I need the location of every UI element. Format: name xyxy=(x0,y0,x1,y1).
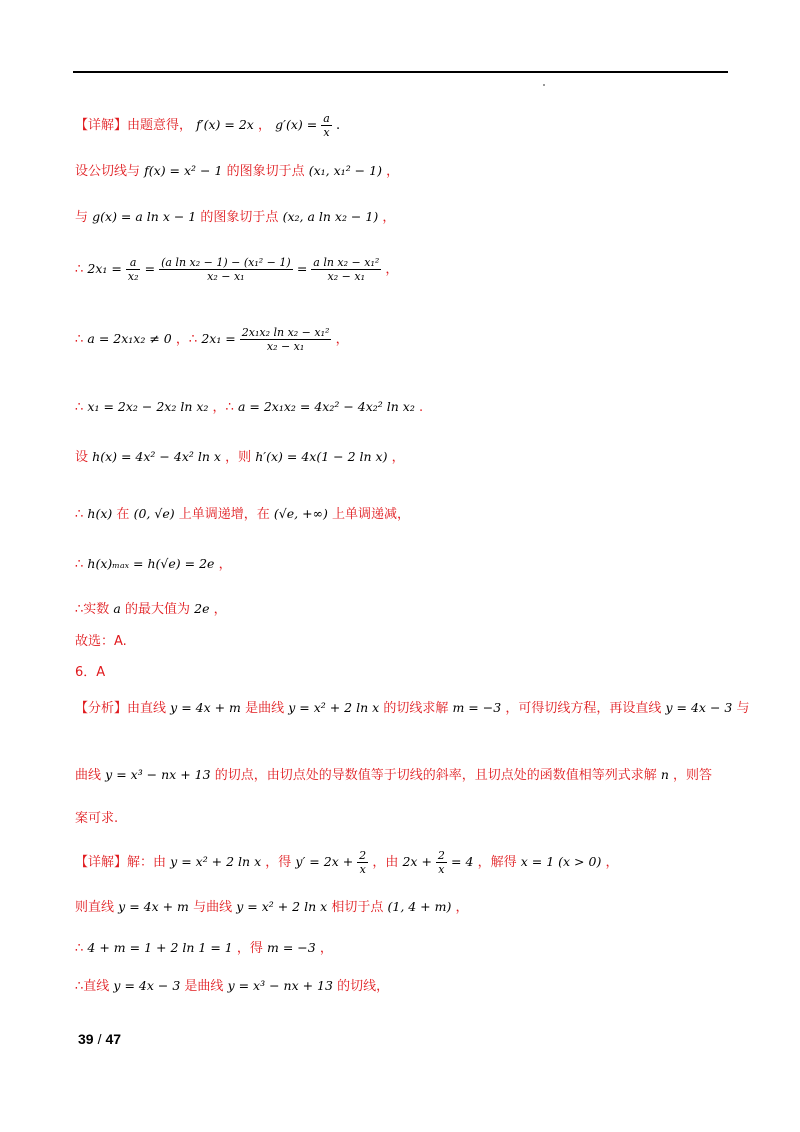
text: ∴ xyxy=(75,400,84,415)
text: 是曲线 xyxy=(245,701,285,716)
text: 是曲线 xyxy=(184,979,224,994)
text: 上单调递增，在 xyxy=(178,507,270,522)
text: ， xyxy=(319,941,333,956)
text: 设 xyxy=(75,450,89,465)
math: x = 1 (x > 0) xyxy=(520,854,602,869)
text: 的切点，由切点处的导数值等于切线的斜率，且切点处的函数值相等列式求解 xyxy=(214,768,657,783)
text: 的最大值为 xyxy=(125,602,191,617)
math: y = x³ − nx + 13 xyxy=(105,767,211,782)
math: y = x² + 2 ln x xyxy=(170,854,262,869)
text: 相切于点 xyxy=(331,900,384,915)
math: y = x² + 2 ln x xyxy=(236,899,328,914)
text: ， xyxy=(386,164,400,179)
text: ， xyxy=(455,900,469,915)
text: ， xyxy=(213,602,227,617)
math: n xyxy=(660,767,669,782)
line-x1-expression xyxy=(75,396,423,415)
math: y = 4x − 3 xyxy=(665,700,733,715)
page-separator: / xyxy=(97,1031,102,1047)
math: x₁ = 2x₂ − 2x₂ ln x₂ xyxy=(87,399,209,414)
text: ∴ xyxy=(75,332,84,347)
line-tangent-point xyxy=(75,896,469,915)
fraction: $\frac{\text{(a ln x₂ − 1) − (x₁² − 1)}}{\text{x₂ − x₁}}$ xyxy=(161,256,291,283)
page-number xyxy=(78,1031,121,1047)
math: = xyxy=(296,261,312,276)
text: . xyxy=(335,118,341,133)
text: 与 xyxy=(75,210,89,225)
math: f(x) = x² − 1 xyxy=(144,163,223,178)
math: 2x₁ = xyxy=(201,331,240,346)
fraction: $\frac{a}{\text{x₂}}$ xyxy=(127,256,139,283)
fraction: $\frac{a}{x}$ xyxy=(323,112,330,139)
math: (0, √e) xyxy=(133,506,175,521)
text: ， xyxy=(258,118,272,133)
text: 曲线 xyxy=(75,768,102,783)
text: ∴ xyxy=(75,557,84,572)
line-conclusion xyxy=(75,598,227,617)
math: 2e xyxy=(194,601,210,616)
line-m-value xyxy=(75,937,333,956)
text: ， xyxy=(335,332,349,347)
text: ∴ xyxy=(75,507,84,522)
line-final-tangent xyxy=(75,975,389,994)
math: h′(x) = 4x(1 − 2 ln x) xyxy=(255,449,388,464)
math: y = x³ − nx + 13 xyxy=(227,978,333,993)
math: (1, 4 + m) xyxy=(387,899,452,914)
total-pages: 47 xyxy=(105,1031,122,1047)
text: ，则 xyxy=(225,450,252,465)
line-analysis xyxy=(75,697,750,716)
text: ∴实数 xyxy=(75,602,110,617)
header-rule xyxy=(73,71,728,73)
line-analysis-end xyxy=(75,807,118,826)
math: y = 4x + m xyxy=(170,700,241,715)
text: ，可得切线方程，再设直线 xyxy=(505,701,662,716)
line-analysis-cont xyxy=(75,764,712,783)
math: y′ = 2x + xyxy=(295,854,358,869)
math: = xyxy=(144,261,160,276)
line-detail-derivative xyxy=(75,849,618,876)
text: 的图象切于点 xyxy=(200,210,279,225)
text: ∴ xyxy=(75,262,84,277)
text: ，得 xyxy=(236,941,263,956)
text: 的图象切于点 xyxy=(226,164,305,179)
math: 2x + xyxy=(402,854,436,869)
fraction: $\frac{2}{x}$ xyxy=(437,849,445,876)
text: 【详解】由题意得， xyxy=(75,118,193,133)
text: ， xyxy=(382,210,396,225)
text: ，则答 xyxy=(673,768,713,783)
fraction: $\frac{2}{x}$ xyxy=(359,849,367,876)
text: 【分析】由直线 xyxy=(75,701,167,716)
math: a = 2x₁x₂ ≠ 0 xyxy=(87,331,172,346)
math: 2x₁ = xyxy=(87,261,126,276)
line-detail-start xyxy=(75,112,340,139)
math: m = −3 xyxy=(267,940,316,955)
math: h(x)ₘₐₓ = h(√e) = 2e xyxy=(87,556,215,571)
text: 案可求. xyxy=(75,811,119,826)
math: f′(x) = 2x xyxy=(196,117,254,132)
math: h(x) xyxy=(87,506,113,521)
text: 【详解】解：由 xyxy=(75,855,167,870)
text: ，解得 xyxy=(477,855,517,870)
line-tangent-f xyxy=(75,160,399,179)
math: (x₂, a ln x₂ − 1) xyxy=(282,209,379,224)
math: a = 2x₁x₂ = 4x₂² − 4x₂² ln x₂ xyxy=(237,399,415,414)
line-choice xyxy=(75,630,127,649)
line-max-value xyxy=(75,553,232,572)
text: ， xyxy=(385,262,399,277)
text: . xyxy=(419,400,424,415)
math: g(x) = a ln x − 1 xyxy=(92,209,197,224)
header-dot xyxy=(543,84,545,86)
current-page: 39 xyxy=(78,1031,94,1047)
text: ，∴ xyxy=(212,400,234,415)
text: 故选：A. xyxy=(75,634,127,649)
math: m = −3 xyxy=(452,700,502,715)
line-h-definition xyxy=(75,446,405,465)
text: 的切线， xyxy=(337,979,390,994)
question-number xyxy=(75,661,105,680)
fraction: $\frac{\text{2x₁x₂ ln x₂ − x₁²}}{\text{x₂ − x₁}}$ xyxy=(241,326,330,353)
text: 与 xyxy=(736,701,750,716)
line-slope-equation xyxy=(75,256,398,283)
math: y = x² + 2 ln x xyxy=(288,700,380,715)
text: 则直线 xyxy=(75,900,115,915)
text: ∴直线 xyxy=(75,979,110,994)
text: 上单调递减， xyxy=(331,507,410,522)
math: = 4 xyxy=(451,854,474,869)
math: 4 + m = 1 + 2 ln 1 = 1 xyxy=(87,940,233,955)
text: 设公切线与 xyxy=(75,164,141,179)
math: a xyxy=(113,601,121,616)
text: 6．A xyxy=(75,665,106,680)
math: (x₁, x₁² − 1) xyxy=(308,163,382,178)
text: ∴ xyxy=(75,941,84,956)
text: ， xyxy=(391,450,405,465)
math: g′(x) = xyxy=(275,117,322,132)
line-a-value xyxy=(75,326,349,353)
text: ，∴ xyxy=(175,332,198,347)
math: h(x) = 4x² − 4x² ln x xyxy=(92,449,221,464)
math: y = 4x − 3 xyxy=(113,978,181,993)
text: ，由 xyxy=(372,855,399,870)
text: 的切线求解 xyxy=(383,701,449,716)
text: ，得 xyxy=(265,855,292,870)
text: ， xyxy=(605,855,619,870)
line-tangent-g xyxy=(75,206,395,225)
fraction: $\frac{\text{a ln x₂ − x₁²}}{\text{x₂ − x₁}}$ xyxy=(313,256,380,283)
line-monotonicity xyxy=(75,503,410,522)
text: 在 xyxy=(116,507,130,522)
text: ， xyxy=(218,557,232,572)
math: (√e, +∞) xyxy=(273,506,328,521)
math: y = 4x + m xyxy=(118,899,189,914)
text: 与曲线 xyxy=(193,900,233,915)
